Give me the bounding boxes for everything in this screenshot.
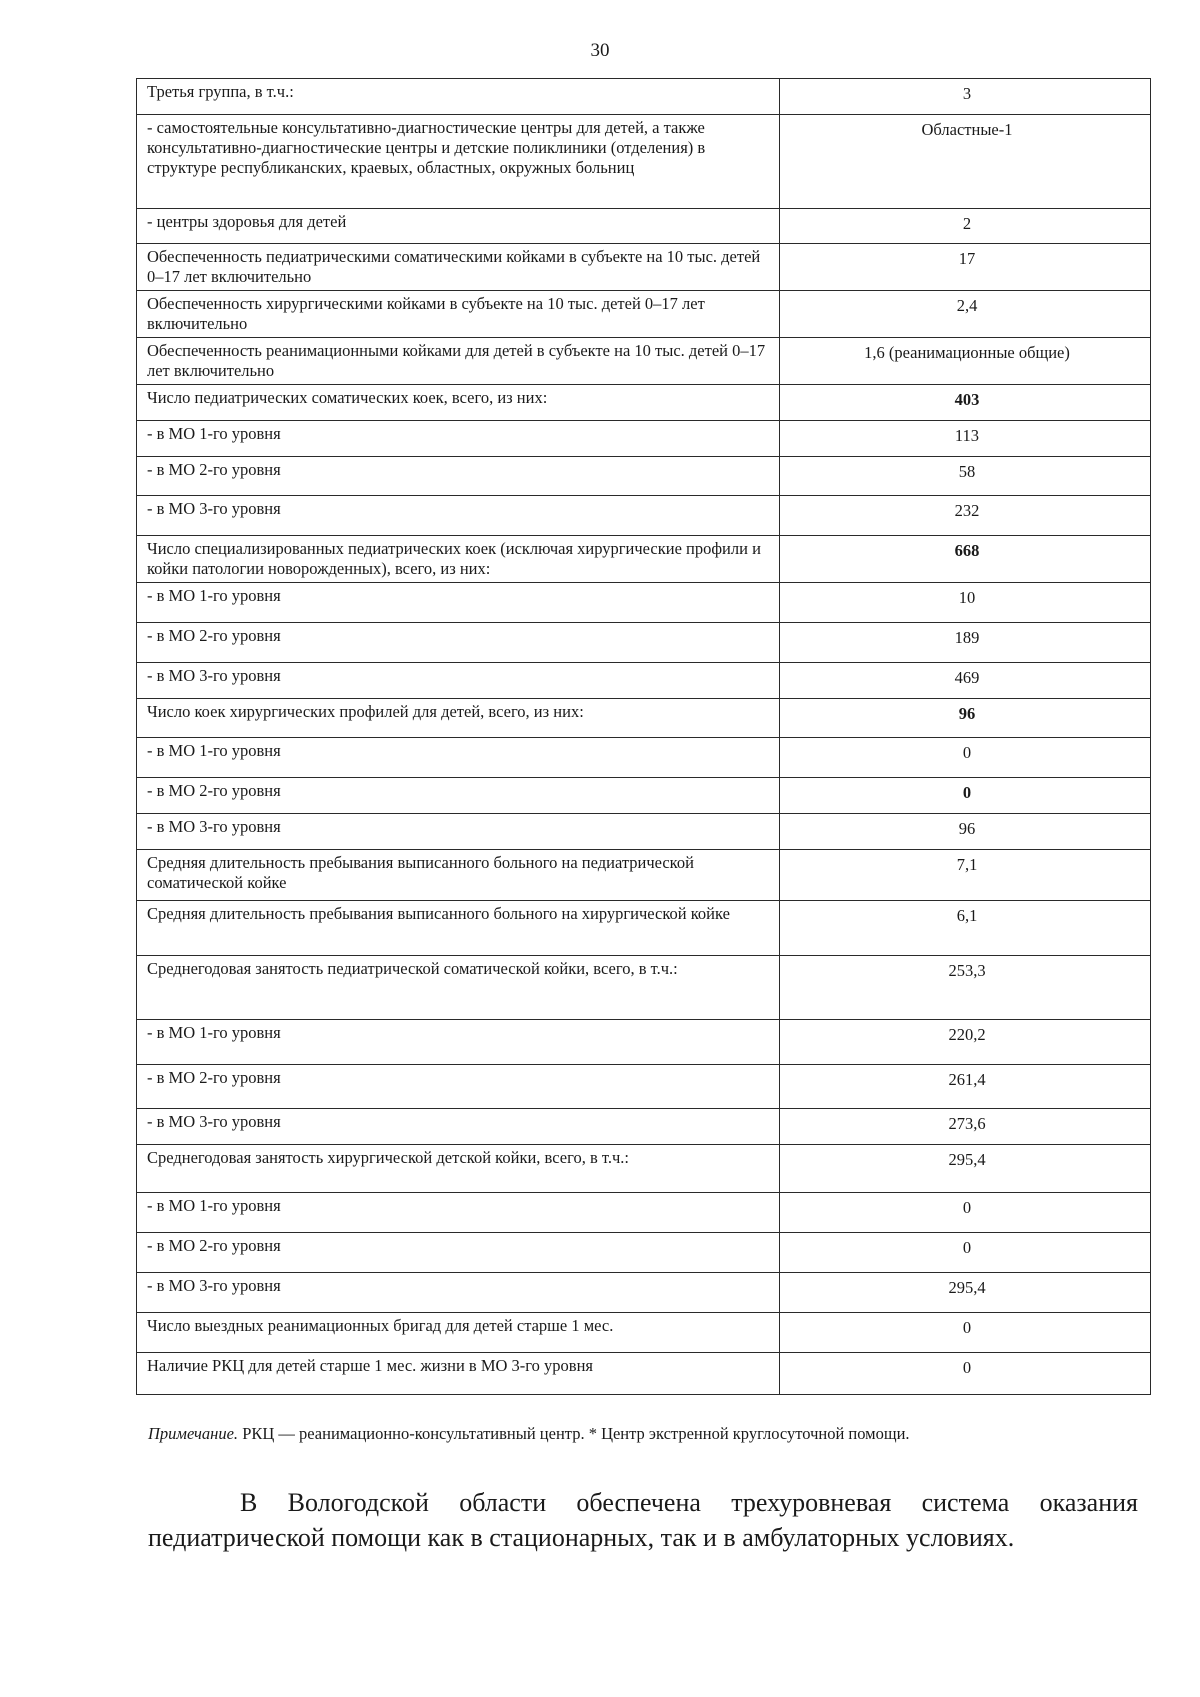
row-label: - в МО 1-го уровня [137,1020,780,1065]
row-value: 0 [780,1193,1151,1233]
row-label: Число выездных реанимационных бригад для детей старше 1 мес. [137,1313,780,1353]
table-row [137,1313,1151,1353]
row-value: 0 [780,1353,1151,1395]
row-label: Обеспеченность хирургическими койками в субъекте на 10 тыс. детей 0–17 лет включительно [137,291,780,338]
row-label: - в МО 1-го уровня [137,738,780,778]
row-value: 253,3 [780,956,1151,1020]
table-row [137,1065,1151,1109]
row-value: 113 [780,421,1151,457]
row-value: 0 [780,1233,1151,1273]
row-value: 2,4 [780,291,1151,338]
row-value: 668 [780,536,1151,583]
table-row [137,1020,1151,1065]
row-label: - в МО 2-го уровня [137,1065,780,1109]
row-label: - в МО 2-го уровня [137,457,780,496]
row-label: Средняя длительность пребывания выписанного больного на педиатрической соматической койке [137,850,780,901]
row-value: 295,4 [780,1145,1151,1193]
row-label: Средняя длительность пребывания выписанного больного на хирургической койке [137,901,780,956]
row-label: Обеспеченность реанимационными койками для детей в субъекте на 10 тыс. детей 0–17 лет включительно [137,338,780,385]
table-row [137,291,1151,338]
row-value: 58 [780,457,1151,496]
table-row [137,421,1151,457]
table-row [137,738,1151,778]
table-row [137,901,1151,956]
row-label: Среднегодовая занятость педиатрической соматической койки, всего, в т.ч.: [137,956,780,1020]
table-row [137,1233,1151,1273]
row-label: Наличие РКЦ для детей старше 1 мес. жизни в МО 3-го уровня [137,1353,780,1395]
page-number: 30 [590,40,610,61]
row-label: - в МО 1-го уровня [137,1193,780,1233]
row-value: 6,1 [780,901,1151,956]
row-label: Число специализированных педиатрических коек (исключая хирургические профили и койки патологии новорожденных), всего, из них: [137,536,780,583]
row-value: 273,6 [780,1109,1151,1145]
table-row [137,1193,1151,1233]
table-row [137,583,1151,623]
row-value: 3 [780,79,1151,115]
row-label: Число коек хирургических профилей для детей, всего, из них: [137,699,780,738]
table-row [137,385,1151,421]
table-row [137,244,1151,291]
table-row [137,338,1151,385]
row-value: 295,4 [780,1273,1151,1313]
row-value: 189 [780,623,1151,663]
table-row [137,1109,1151,1145]
row-value: 0 [780,778,1151,814]
row-label: - самостоятельные консультативно-диагностические центры для детей, а также консультативно-диагностические центры и детские поликлиники (отделения) в структуре республиканских, краевых, областных, окружных больниц [137,115,780,209]
row-value: 10 [780,583,1151,623]
row-label: - в МО 1-го уровня [137,421,780,457]
table-row [137,79,1151,115]
row-value: 2 [780,209,1151,244]
row-label: - в МО 2-го уровня [137,778,780,814]
table-row [137,1353,1151,1395]
row-value: 0 [780,1313,1151,1353]
row-label: - в МО 2-го уровня [137,1233,780,1273]
table-body [137,79,1151,1395]
row-label: - в МО 1-го уровня [137,583,780,623]
table-row [137,956,1151,1020]
table-row [137,209,1151,244]
row-label: Обеспеченность педиатрическими соматическими койками в субъекте на 10 тыс. детей 0–17 лет включительно [137,244,780,291]
row-label: - центры здоровья для детей [137,209,780,244]
note-label: Примечание. [148,1424,239,1443]
note-text: РКЦ — реанимационно-консультативный центр. * Центр экстренной круглосуточной помощи. [238,1424,910,1443]
table-row [137,496,1151,536]
table-row [137,536,1151,583]
row-value: 96 [780,699,1151,738]
row-label: Среднегодовая занятость хирургической детской койки, всего, в т.ч.: [137,1145,780,1193]
row-label: - в МО 2-го уровня [137,623,780,663]
body-paragraph: В Вологодской области обеспечена трехуровневая система оказания педиатрической помощи как в стационарных, так и в амбулаторных условиях. [148,1488,1138,1553]
row-value: 17 [780,244,1151,291]
table-row [137,850,1151,901]
table-row [137,1145,1151,1193]
row-value: 7,1 [780,850,1151,901]
row-label: - в МО 3-го уровня [137,1273,780,1313]
row-label: - в МО 3-го уровня [137,663,780,699]
row-label: - в МО 3-го уровня [137,1109,780,1145]
row-value: Областные-1 [780,115,1151,209]
table-note [148,1424,1148,1444]
row-value: 0 [780,738,1151,778]
row-value: 469 [780,663,1151,699]
table-row [137,457,1151,496]
table-row [137,115,1151,209]
row-value: 1,6 (реанимационные общие) [780,338,1151,385]
row-value: 261,4 [780,1065,1151,1109]
table-row [137,623,1151,663]
row-value: 403 [780,385,1151,421]
table-row [137,778,1151,814]
row-value: 220,2 [780,1020,1151,1065]
table-row [137,699,1151,738]
row-label: Число педиатрических соматических коек, всего, из них: [137,385,780,421]
row-value: 96 [780,814,1151,850]
row-label: Третья группа, в т.ч.: [137,79,780,115]
row-value: 232 [780,496,1151,536]
data-table [136,78,1151,1395]
table-row [137,814,1151,850]
row-label: - в МО 3-го уровня [137,496,780,536]
row-label: - в МО 3-го уровня [137,814,780,850]
table-row [137,663,1151,699]
table-row [137,1273,1151,1313]
